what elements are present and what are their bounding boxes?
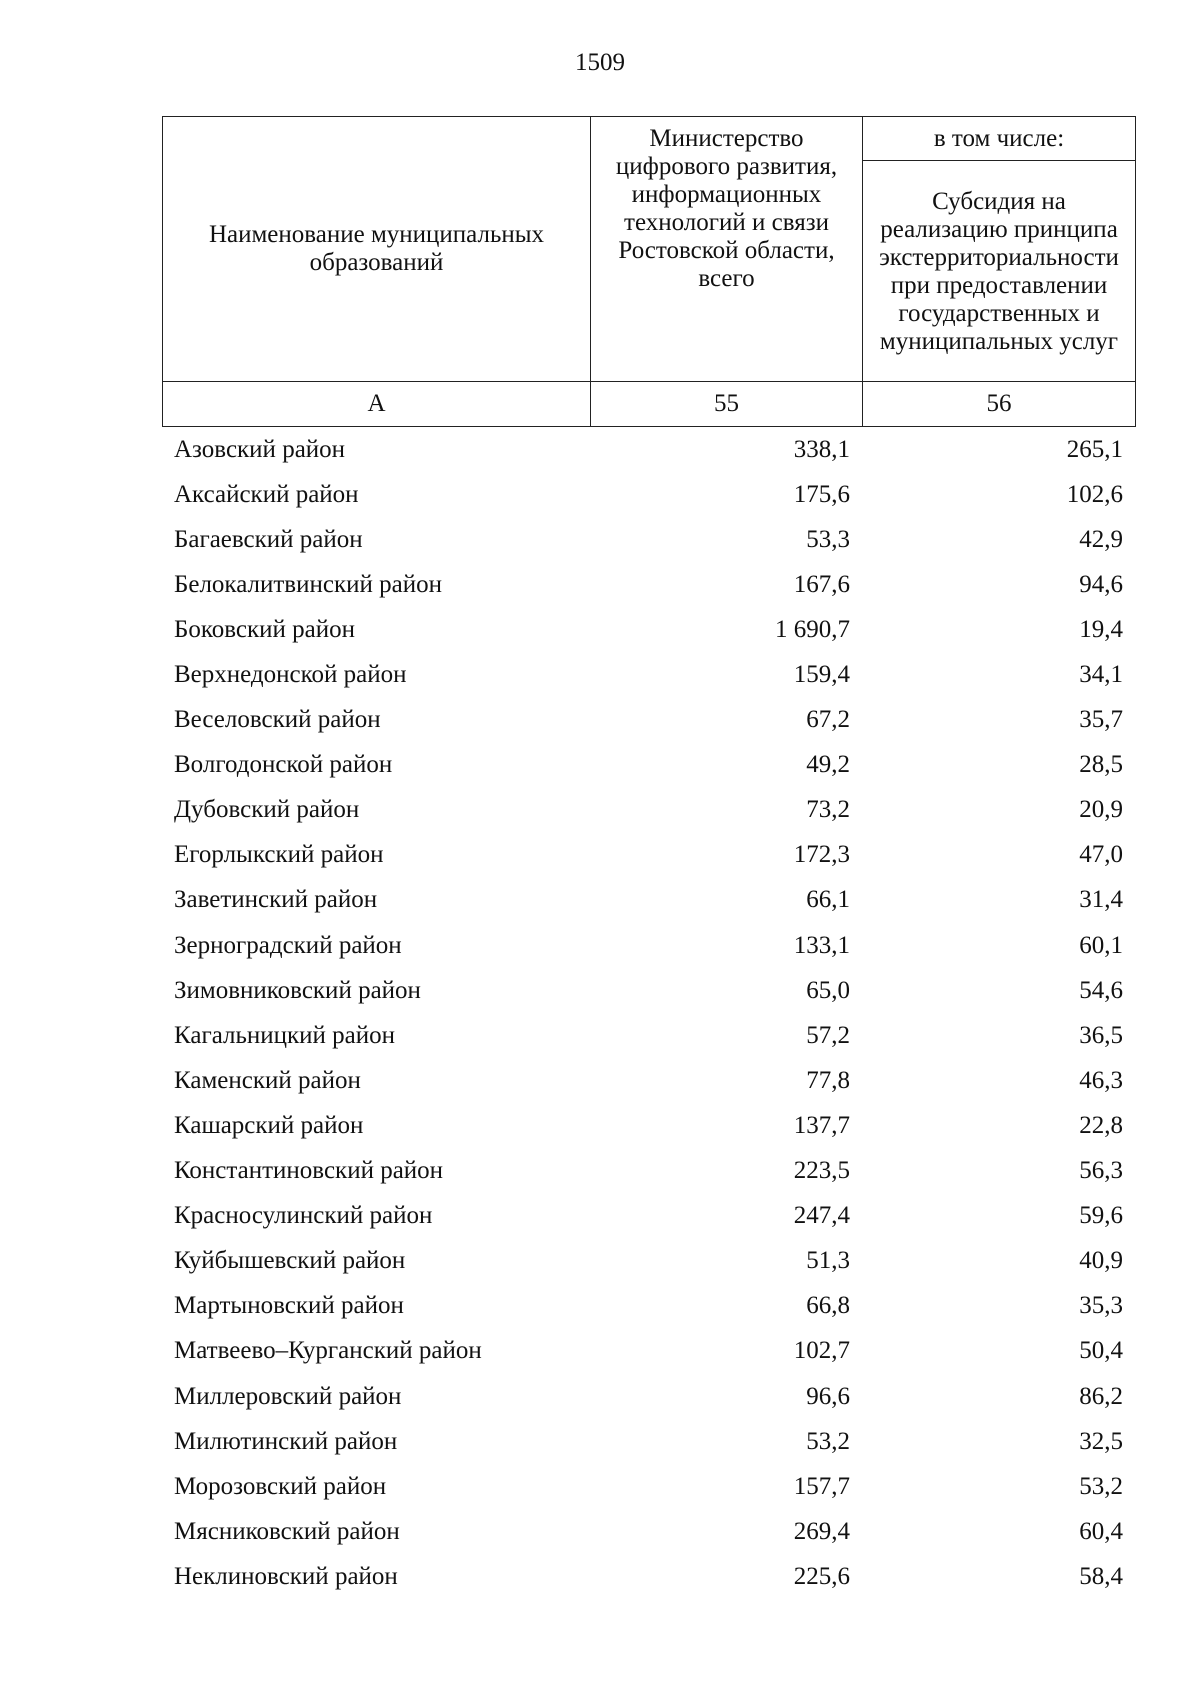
ministry-total-value: 49,2 xyxy=(806,751,850,779)
municipality-name: Неклиновский район xyxy=(174,1562,398,1590)
table-row xyxy=(162,517,1135,562)
subsidy-value: 56,3 xyxy=(1079,1157,1123,1185)
municipality-name: Мартыновский район xyxy=(174,1292,404,1320)
subsidy-value: 58,4 xyxy=(1079,1562,1123,1590)
subsidy-value: 22,8 xyxy=(1079,1111,1123,1139)
ministry-total-value: 53,2 xyxy=(806,1427,850,1455)
subsidy-value: 35,7 xyxy=(1079,706,1123,734)
municipality-name: Азовский район xyxy=(174,435,346,463)
subsidy-value: 36,5 xyxy=(1079,1021,1123,1049)
table-row xyxy=(162,788,1135,833)
table-row xyxy=(162,1284,1135,1329)
table-row xyxy=(162,1464,1135,1509)
ministry-total-value: 167,6 xyxy=(793,570,850,598)
municipality-name: Милютинский район xyxy=(174,1427,398,1455)
ministry-total-value: 77,8 xyxy=(806,1066,850,1094)
municipality-name: Константиновский район xyxy=(174,1157,444,1185)
subsidy-value: 60,1 xyxy=(1079,931,1123,959)
subsidy-value: 34,1 xyxy=(1079,661,1123,689)
municipality-name: Морозовский район xyxy=(174,1472,387,1500)
ministry-total-value: 73,2 xyxy=(806,796,850,824)
subsidy-value: 50,4 xyxy=(1079,1337,1123,1365)
ministry-total-value: 96,6 xyxy=(806,1382,850,1410)
table-row xyxy=(162,1239,1135,1284)
municipality-name: Матвеево–Курганский район xyxy=(174,1337,482,1365)
municipality-name: Миллеровский район xyxy=(174,1382,402,1410)
header-column-55: 55 xyxy=(591,382,863,427)
municipality-name: Белокалитвинский район xyxy=(174,570,442,598)
subsidy-value: 46,3 xyxy=(1079,1066,1123,1094)
subsidy-value: 53,2 xyxy=(1079,1472,1123,1500)
table-row xyxy=(162,652,1135,697)
ministry-total-value: 65,0 xyxy=(806,976,850,1004)
ministry-total-value: 1 690,7 xyxy=(775,615,850,643)
municipality-name: Мясниковский район xyxy=(174,1517,400,1545)
municipality-name: Каменский район xyxy=(174,1066,361,1094)
ministry-total-value: 66,8 xyxy=(806,1292,850,1320)
ministry-total-value: 53,3 xyxy=(806,525,850,553)
municipality-name: Егорлыкский район xyxy=(174,841,384,869)
municipality-name: Зерноградский район xyxy=(174,931,402,959)
ministry-total-value: 51,3 xyxy=(806,1247,850,1275)
subsidy-value: 40,9 xyxy=(1079,1247,1123,1275)
table-row xyxy=(162,833,1135,878)
ministry-total-value: 159,4 xyxy=(793,661,850,689)
ministry-total-value: 175,6 xyxy=(793,480,850,508)
ministry-total-value: 137,7 xyxy=(793,1111,850,1139)
ministry-total-value: 57,2 xyxy=(806,1021,850,1049)
table-row xyxy=(162,698,1135,743)
table-row xyxy=(162,1194,1135,1239)
ministry-total-value: 67,2 xyxy=(806,706,850,734)
municipality-name: Заветинский район xyxy=(174,886,378,914)
subsidy-value: 19,4 xyxy=(1079,615,1123,643)
ministry-total-value: 157,7 xyxy=(793,1472,850,1500)
table-row xyxy=(162,472,1135,517)
municipality-name: Аксайский район xyxy=(174,480,359,508)
subsidy-value: 35,3 xyxy=(1079,1292,1123,1320)
header-ministry-total: Министерство цифрового развития, информационных технологий и связи Ростовской области, всего xyxy=(591,117,863,382)
page-number: 1509 xyxy=(575,49,625,76)
header-municipality-name: Наименование муниципальных образований xyxy=(163,117,591,382)
municipality-name: Верхнедонской район xyxy=(174,661,407,689)
subsidy-value: 94,6 xyxy=(1079,570,1123,598)
ministry-total-value: 338,1 xyxy=(793,435,850,463)
subsidy-value: 20,9 xyxy=(1079,796,1123,824)
municipality-name: Кагальницкий район xyxy=(174,1021,396,1049)
table-row xyxy=(162,743,1135,788)
municipality-name: Боковский район xyxy=(174,615,355,643)
subsidy-value: 54,6 xyxy=(1079,976,1123,1004)
ministry-total-value: 247,4 xyxy=(793,1202,850,1230)
municipality-name: Волгодонской район xyxy=(174,751,393,779)
table-row xyxy=(162,968,1135,1013)
subsidy-value: 102,6 xyxy=(1066,480,1123,508)
table-row xyxy=(162,1149,1135,1194)
municipality-name: Красносулинский район xyxy=(174,1202,433,1230)
subsidy-value: 86,2 xyxy=(1079,1382,1123,1410)
table-row xyxy=(162,1103,1135,1148)
municipality-name: Дубовский район xyxy=(174,796,360,824)
municipality-name: Кашарский район xyxy=(174,1111,364,1139)
subsidy-value: 59,6 xyxy=(1079,1202,1123,1230)
subsidy-value: 42,9 xyxy=(1079,525,1123,553)
ministry-total-value: 133,1 xyxy=(793,931,850,959)
ministry-total-value: 269,4 xyxy=(793,1517,850,1545)
table-row xyxy=(162,1058,1135,1103)
table-row xyxy=(162,878,1135,923)
table-row xyxy=(162,562,1135,607)
header-column-a: А xyxy=(163,382,591,427)
subsidy-value: 28,5 xyxy=(1079,751,1123,779)
header-including: в том числе: xyxy=(863,117,1136,161)
ministry-total-value: 66,1 xyxy=(806,886,850,914)
table-header xyxy=(162,116,1136,427)
subsidy-value: 47,0 xyxy=(1079,841,1123,869)
municipality-name: Зимовниковский район xyxy=(174,976,421,1004)
table-row xyxy=(162,1374,1135,1419)
table-row xyxy=(162,1013,1135,1058)
subsidy-value: 60,4 xyxy=(1079,1517,1123,1545)
municipality-name: Веселовский район xyxy=(174,706,381,734)
header-subsidy: Субсидия на реализацию принципа экстерриториальности при предоставлении государственных и муниципальных услуг xyxy=(863,161,1136,382)
header-column-56: 56 xyxy=(863,382,1136,427)
table-row xyxy=(162,1419,1135,1464)
ministry-total-value: 102,7 xyxy=(793,1337,850,1365)
table-row xyxy=(162,607,1135,652)
ministry-total-value: 225,6 xyxy=(793,1562,850,1590)
subsidy-value: 32,5 xyxy=(1079,1427,1123,1455)
table-row xyxy=(162,923,1135,968)
ministry-total-value: 223,5 xyxy=(793,1157,850,1185)
municipality-name: Багаевский район xyxy=(174,525,363,553)
table-row xyxy=(162,427,1135,472)
subsidy-value: 265,1 xyxy=(1066,435,1123,463)
ministry-total-value: 172,3 xyxy=(793,841,850,869)
table-row xyxy=(162,1554,1135,1599)
table-body xyxy=(162,427,1135,1599)
subsidy-value: 31,4 xyxy=(1079,886,1123,914)
table-row xyxy=(162,1329,1135,1374)
municipality-name: Куйбышевский район xyxy=(174,1247,406,1275)
table-row xyxy=(162,1509,1135,1554)
